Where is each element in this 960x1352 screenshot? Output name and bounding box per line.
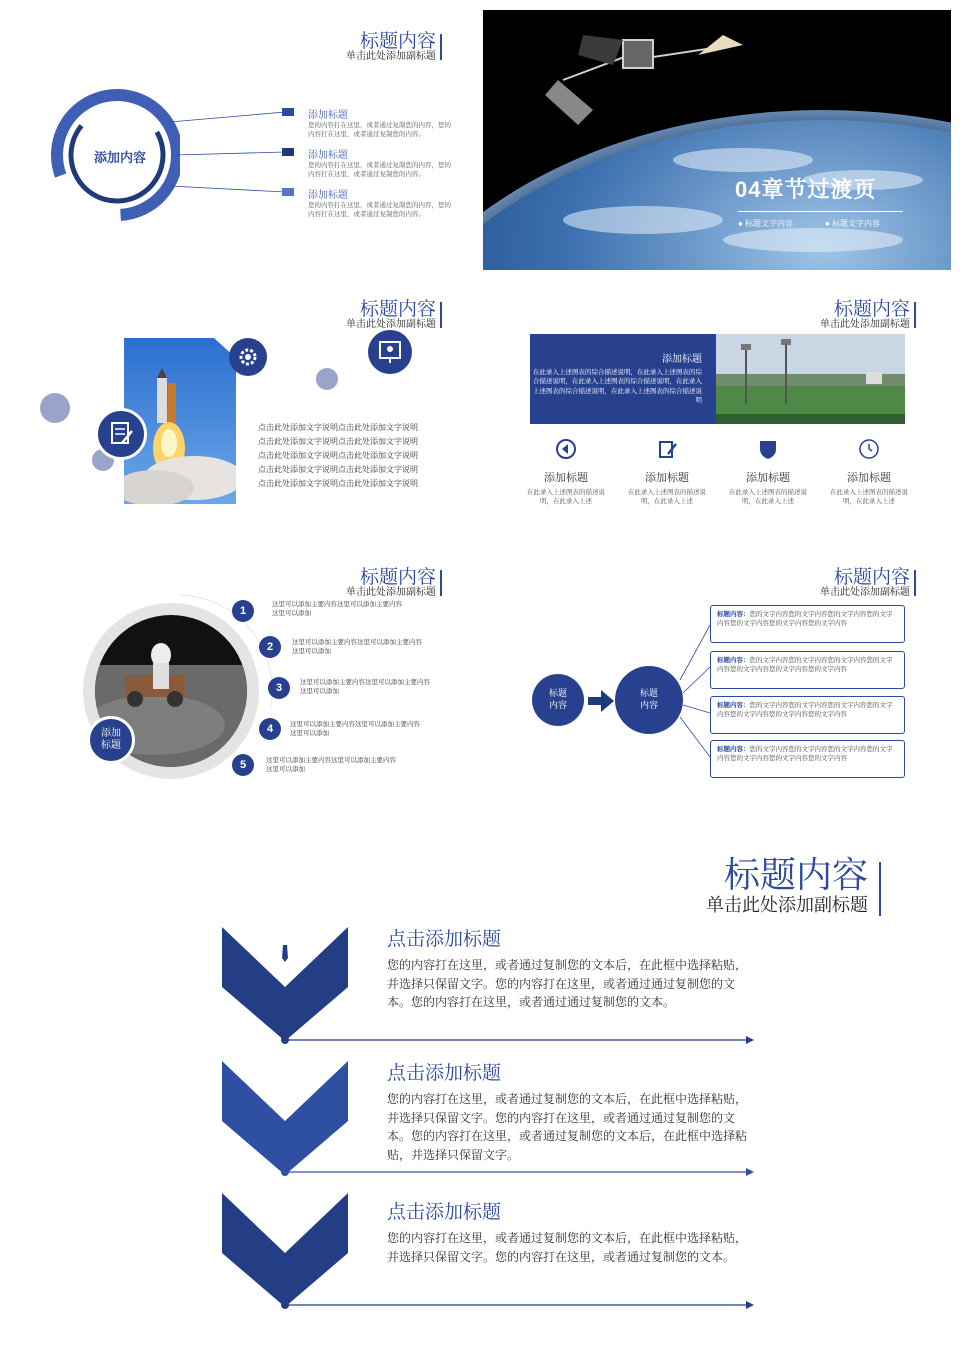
- step-text: 这里可以添加主要内容这里可以添加主要内容这里可以添加: [292, 639, 422, 656]
- title-accent-bar: [914, 570, 916, 596]
- list-item: 添加标题 您的内容打在这里，或者通过复制您的内容，您的内容打在这里，或者通过复制您的内容。: [308, 110, 451, 139]
- step-number: 5: [232, 754, 254, 776]
- title-accent-bar: [914, 302, 916, 328]
- play-icon: [555, 438, 577, 460]
- slide-title: 标题内容 单击此处添加副标题: [346, 567, 436, 598]
- flow-node: 标题 内容: [532, 674, 584, 726]
- feature-column: 添加标题 在此录入上述图表的描述说明，在此录入上述: [723, 438, 813, 506]
- bullet-text: ● 标题文字内容: [738, 219, 794, 228]
- title-accent-bar: [440, 570, 442, 596]
- feature-column: 添加标题 在此录入上述图表的描述说明，在此录入上述: [521, 438, 611, 506]
- step-text: 这里可以添加主要内容这里可以添加主要内容这里可以添加: [300, 679, 430, 696]
- info-panel: 添加标题 在此录入上述图表的综合描述说明，在此录入上述图表的综合描述说明，在此录入上述图表的综合描述说明，在此录入上述图表的综合描述说明，在此录入上述图表的综合描述说明: [530, 334, 716, 424]
- divider: [738, 211, 903, 212]
- slide-title: 标题内容 单击此处添加副标题: [820, 567, 910, 598]
- slide-title: 标题内容 单击此处添加副标题: [346, 31, 436, 62]
- connector-lines: [160, 100, 300, 200]
- content-box: 标题内容：您的文字内容您的文字内容您的文字内容您的文字内容您的文字内容您的文字内容您的文字内容: [710, 651, 905, 689]
- row-text: 您的内容打在这里，或者通过复制您的文本后，在此框中选择粘贴，并选择只保留文字。您的内容打在这里，或者通过复制您的文本。: [387, 1231, 748, 1264]
- row-text: 您的内容打在这里，或者通过复制您的文本后，在此框中选择粘贴，并选择只保留文字。您的内容打在这里，或者通过通过复制您的文本。您的内容打在这里，或者通过通过复制您的文本。: [387, 958, 748, 1010]
- connector-lines: [675, 605, 715, 785]
- slide-title: 标题内容 单击此处添加副标题: [706, 854, 868, 915]
- transition-title: 04章节过渡页: [735, 177, 877, 202]
- title-accent-bar: [440, 302, 442, 328]
- step-number: 2: [259, 636, 281, 658]
- step-number: 3: [268, 677, 290, 699]
- content-box: 标题内容：您的文字内容您的文字内容您的文字内容您的文字内容您的文字内容您的文字内容您的文字内容: [710, 740, 905, 778]
- title-accent-bar: [879, 862, 881, 916]
- row-heading: 点击添加标题: [387, 1202, 502, 1223]
- slide-title: 标题内容 单击此处添加副标题: [346, 299, 436, 330]
- arrow-right-icon: [588, 690, 614, 712]
- clock-icon: [858, 438, 880, 460]
- title-accent-bar: [440, 34, 442, 60]
- shield-icon: [757, 438, 779, 460]
- description-lines: 点击此处添加文字说明点击此处添加文字说明 点击此处添加文字说明点击此处添加文字说明 点击此处添加文字说明点击此处添加文字说明 点击此处添加文字说明点击此处添加文字说明 点击此处添加文字说明点击此处添加文字说明: [258, 423, 418, 488]
- decor-dot: [316, 368, 338, 390]
- list-item: 添加标题 您的内容打在这里，或者通过复制您的内容，您的内容打在这里，或者通过复制您的内容。: [308, 150, 451, 179]
- feature-column: 添加标题 在此录入上述图表的描述说明，在此录入上述: [824, 438, 914, 506]
- step-text: 这里可以添加主要内容这里可以添加主要内容这里可以添加: [290, 721, 420, 738]
- person-icon: [268, 928, 302, 968]
- edit-document-icon: [95, 408, 147, 460]
- timeline-arrow: [280, 1034, 756, 1046]
- earth-satellite-image: [483, 10, 951, 270]
- bullet-text: ● 标题文字内容: [825, 219, 881, 228]
- center-label: 添加内容: [93, 150, 146, 165]
- marker: [282, 148, 294, 156]
- edit-icon: [656, 438, 678, 460]
- timeline-arrow: [280, 1299, 756, 1311]
- badge: 添加 标题: [87, 716, 135, 764]
- flow-node: 标题 内容: [615, 666, 683, 734]
- gear-icon: [229, 338, 267, 376]
- marker: [282, 188, 294, 196]
- decor-dot: [40, 393, 70, 423]
- slide-title: 标题内容 单击此处添加副标题: [820, 299, 910, 330]
- presentation-icon: [368, 330, 412, 374]
- step-number: 4: [259, 718, 281, 740]
- dollar-icon: $: [273, 1192, 297, 1236]
- step-text: 这里可以添加主要内容这里可以添加主要内容这里可以添加: [272, 601, 402, 618]
- step-number: 1: [232, 600, 254, 622]
- feature-column: 添加标题 在此录入上述图表的描述说明，在此录入上述: [622, 438, 712, 506]
- row-heading: 点击添加标题: [387, 929, 502, 950]
- row-heading: 点击添加标题: [387, 1063, 502, 1084]
- field-photo: [716, 334, 905, 424]
- timeline-arrow: [280, 1166, 756, 1178]
- row-text: 您的内容打在这里，或者通过复制您的文本后，在此框中选择粘贴，并选择只保留文字。您的内容打在这里，或者通过通过复制您的文本。您的内容打在这里，或者通过复制您的文本后，在此框中选择粘贴，并选择只保留文字。: [387, 1092, 748, 1162]
- chart-icon: [258, 1060, 312, 1096]
- slide-2-transition: [483, 10, 951, 270]
- list-item: 添加标题 您的内容打在这里，或者通过复制您的内容，您的内容打在这里，或者通过复制您的内容。: [308, 190, 451, 219]
- step-text: 这里可以添加主要内容这里可以添加主要内容这里可以添加: [266, 757, 396, 774]
- content-box: 标题内容：您的文字内容您的文字内容您的文字内容您的文字内容您的文字内容您的文字内容您的文字内容: [710, 696, 905, 734]
- marker: [282, 108, 294, 116]
- content-box: 标题内容：您的文字内容您的文字内容您的文字内容您的文字内容您的文字内容您的文字内容您的文字内容: [710, 605, 905, 643]
